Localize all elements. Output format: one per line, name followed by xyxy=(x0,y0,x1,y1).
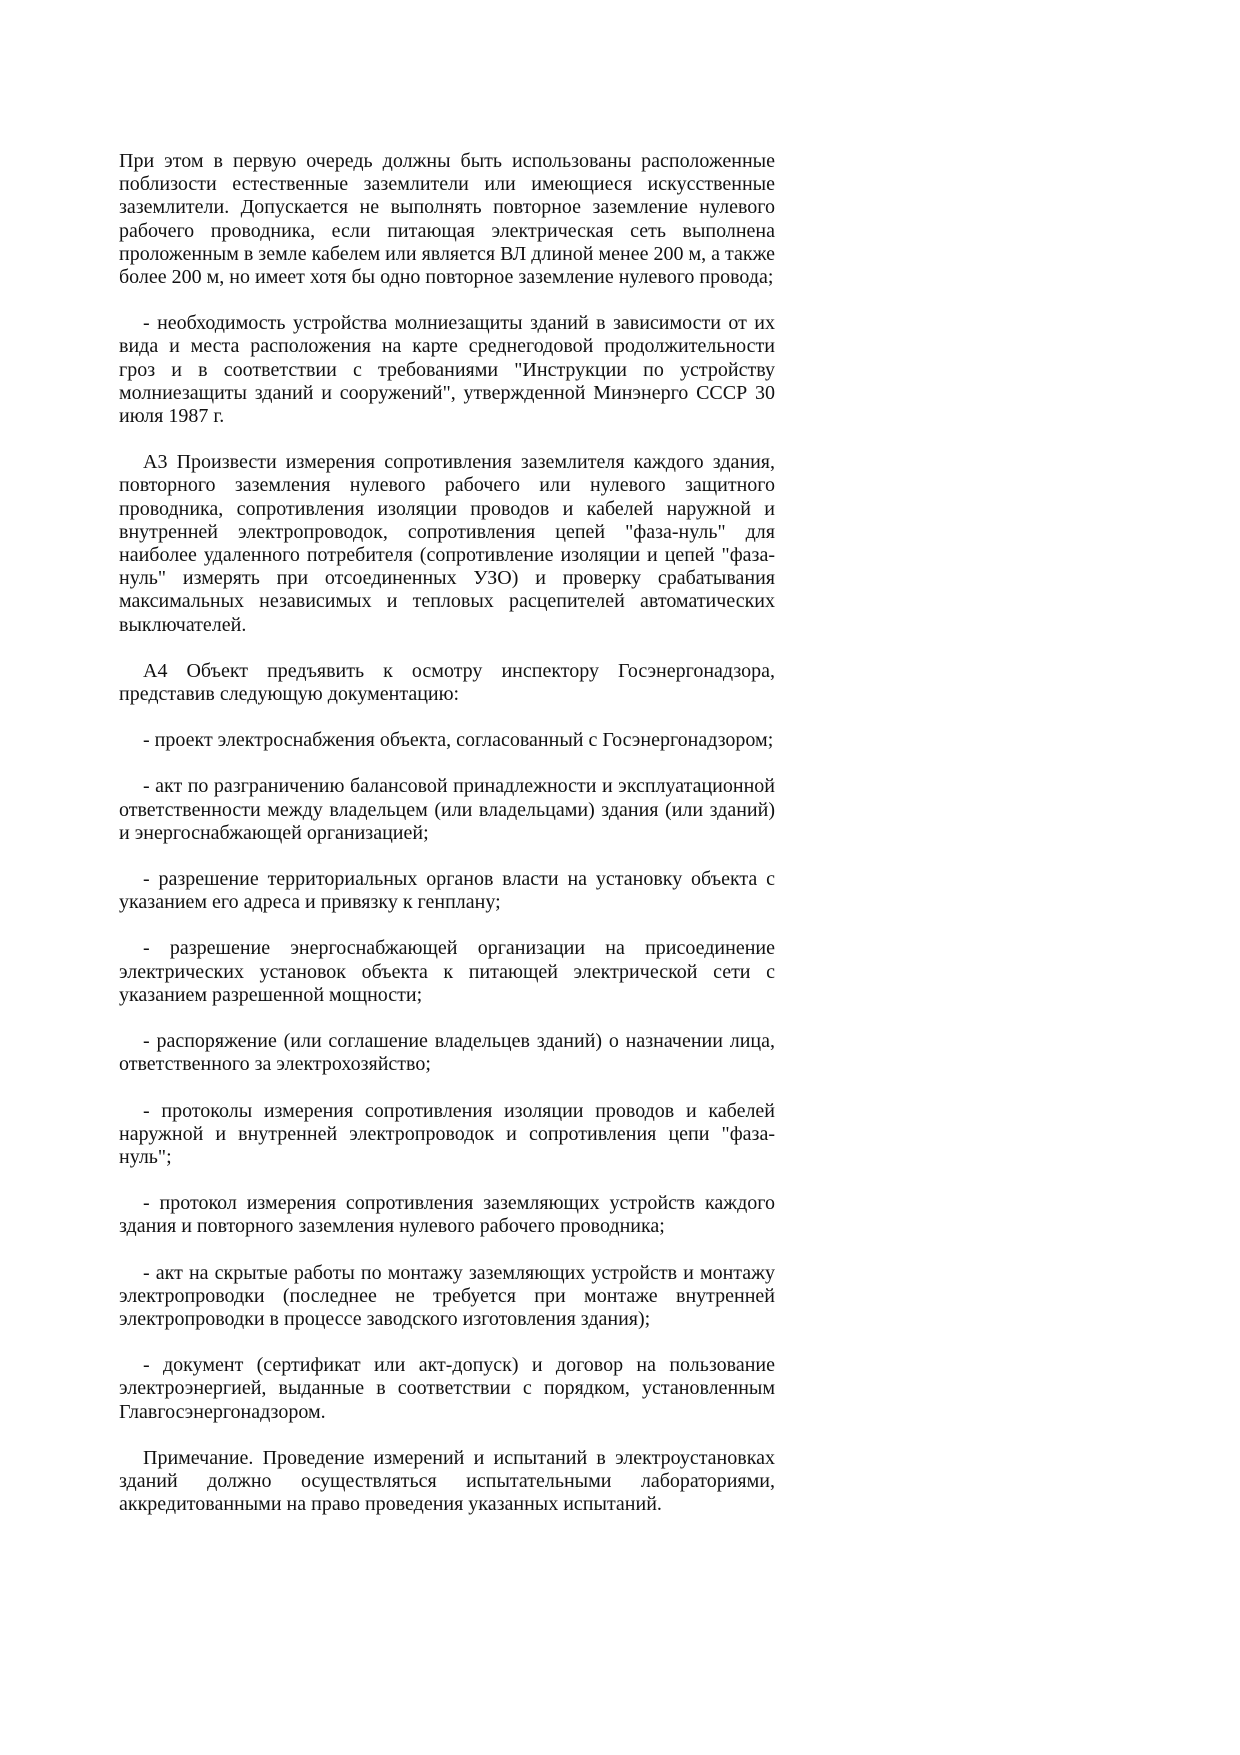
paragraph-note: Примечание. Проведение измерений и испытаний в электроустановках зданий должно осуществляться испытательными лабораториями, аккредитованными на право проведения указанных испытаний. xyxy=(119,1446,775,1516)
list-item-power-supply-project: - проект электроснабжения объекта, согласованный с Госэнергонадзором; xyxy=(143,729,774,752)
paragraph-grounding-continuation: При этом в первую очередь должны быть использованы расположенные поблизости естественные заземлители или имеющиеся искусственные заземлители. Допускается не выполнять повторное заземление нулевого рабочего проводника, если питающая электрическая сеть выполнена проложенным в земле кабелем или является ВЛ длиной менее 200 м, а также более 200 м, но имеет хотя бы одно повторное заземление нулевого провода; xyxy=(119,150,776,289)
list-item-territorial-permit: - разрешение территориальных органов власти на установку объекта с указанием его адреса и привязку к генплану; xyxy=(119,868,775,914)
paragraph-a3-measurements: А3 Произвести измерения сопротивления заземлителя каждого здания, повторного заземления нулевого рабочего или нулевого защитного проводника, сопротивления изоляции проводов и кабелей наружной и внутренней электропроводок, сопротивления цепей "фаза-нуль" для наиболее удаленного потребителя (сопротивление изоляции и цепей "фаза-нуль" измерять при отсоединенных УЗО) и проверку срабатывания максимальных независимых и тепловых расцепителей автоматических выключателей. xyxy=(119,451,775,636)
list-item-grounding-protocol: - протокол измерения сопротивления заземляющих устройств каждого здания и повторного заземления нулевого рабочего проводника; xyxy=(119,1192,775,1238)
paragraph-lightning-protection: - необходимость устройства молниезащиты зданий в зависимости от их вида и места расположения на карте среднегодовой продолжительности гроз и в соответствии с требованиями "Инструкции по устройству молниезащиты зданий и сооружений", утвержденной Минэнерго СССР 30 июля 1987 г. xyxy=(119,312,775,428)
list-item-responsible-person-order: - распоряжение (или соглашение владельцев зданий) о назначении лица, ответственного за электрохозяйство; xyxy=(119,1030,775,1076)
list-item-hidden-works-act: - акт на скрытые работы по монтажу заземляющих устройств и монтажу электропроводки (последнее не требуется при монтаже внутренней электропроводки в процессе заводского изготовления здания); xyxy=(119,1261,775,1330)
list-item-insulation-protocols: - протоколы измерения сопротивления изоляции проводов и кабелей наружной и внутренней электропроводок и сопротивления цепи "фаза-нуль"; xyxy=(119,1099,775,1168)
paragraph-a4-inspection: А4 Объект предъявить к осмотру инспектору Госэнергонадзора, представив следующую документацию: xyxy=(119,659,775,706)
list-item-balance-act: - акт по разграничению балансовой принадлежности и эксплуатационной ответственности между владельцем (или владельцами) здания (или зданий) и энергоснабжающей организацией; xyxy=(119,775,775,844)
document-page xyxy=(119,150,775,1539)
list-item-certificate-and-contract: - документ (сертификат или акт-допуск) и договор на пользование электроэнергией, выданные в соответствии с порядком, установленным Главгосэнергонадзором. xyxy=(119,1354,775,1423)
list-item-connection-permit: - разрешение энергоснабжающей организации на присоединение электрических установок объекта к питающей электрической сети с указанием разрешенной мощности; xyxy=(119,937,775,1006)
